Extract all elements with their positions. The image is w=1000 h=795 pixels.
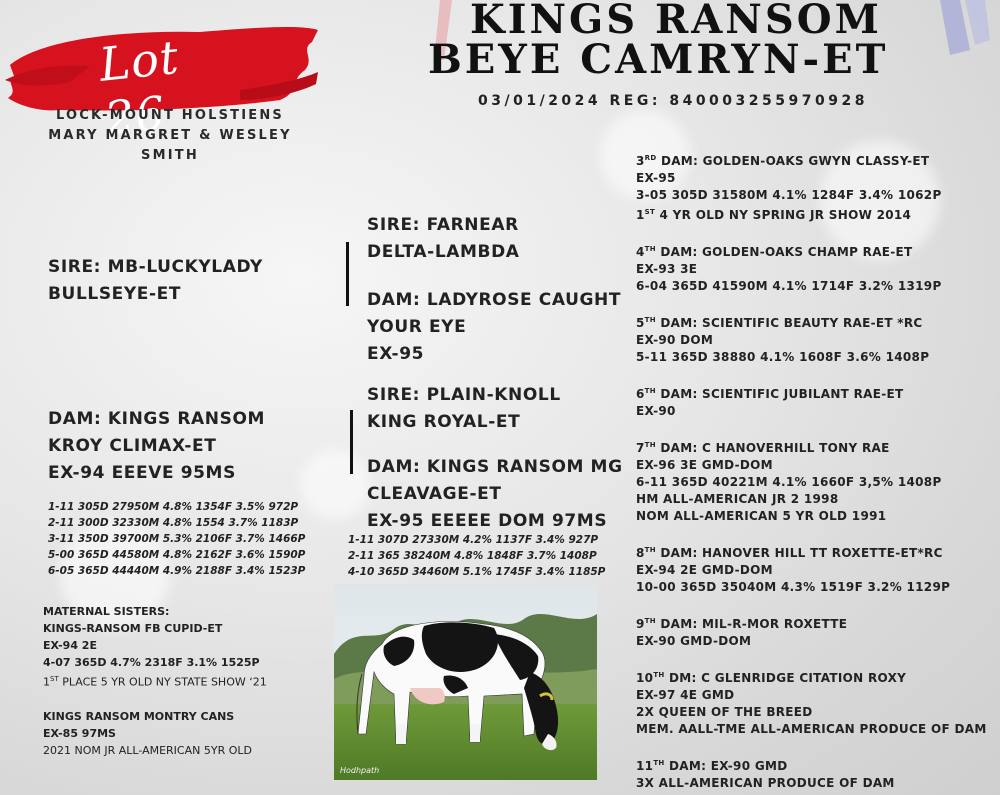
sire-sire-name: SIRE: FARNEAR bbox=[367, 215, 519, 235]
dam-sire-name: KING ROYAL-ET bbox=[367, 412, 521, 432]
birth-date-registration: 03/01/2024 REG: 840003255970928 bbox=[478, 93, 868, 109]
sire-dam-score: EX-95 bbox=[367, 344, 425, 364]
maternal-sisters bbox=[43, 603, 333, 759]
record-line: 6-05 365D 44440M 4.9% 2188F 3.4% 1523P bbox=[48, 565, 306, 577]
award-text: PLACE 5 YR OLD NY STATE SHOW ‘21 bbox=[58, 675, 267, 689]
maternal-heading: MATERNAL SISTERS: bbox=[43, 605, 170, 618]
sire-name: SIRE: MB-LUCKYLADY bbox=[48, 257, 263, 277]
sister-name: KINGS RANSOM MONTRY CANS bbox=[43, 709, 235, 723]
record-line: 3-11 350D 39700M 5.3% 2106F 3.7% 1466P bbox=[48, 533, 306, 545]
dam-entry-line: EX-90 DOM bbox=[636, 333, 714, 347]
sister-name: KINGS-RANSOM FB CUPID-ET bbox=[43, 622, 223, 635]
extended-pedigree bbox=[636, 150, 996, 792]
sire-sire-name: DELTA-LAMBDA bbox=[367, 242, 520, 262]
record-line: 4-10 365D 34460M 5.1% 1745F 3.4% 1185P bbox=[348, 566, 606, 578]
dam-entry-line: NOM ALL-AMERICAN 5 YR OLD 1991 bbox=[636, 509, 887, 523]
dam-entry bbox=[636, 241, 996, 295]
dam-entry-line: 6-04 365D 41590M 4.1% 1714F 3.2% 1319P bbox=[636, 279, 942, 293]
sister-score: EX-94 2E bbox=[43, 639, 97, 652]
record-line: 1-11 307D 27330M 4.2% 1137F 3.4% 927P bbox=[348, 534, 599, 546]
dam-sire-name: SIRE: PLAIN-KNOLL bbox=[367, 385, 561, 405]
dam-entry bbox=[636, 383, 996, 420]
dam-name: KROY CLIMAX-ET bbox=[48, 436, 217, 456]
lot-number: Lot 26 bbox=[96, 29, 182, 146]
dam-entry-line: EX-94 2E GMD-DOM bbox=[636, 563, 773, 577]
pedigree-bracket bbox=[350, 410, 353, 474]
award-ordinal-suffix: ST bbox=[50, 675, 59, 683]
title-line-1: KINGS RANSOM bbox=[470, 0, 882, 43]
owner-line: LOCK-MOUNT HOLSTIENS bbox=[56, 108, 284, 123]
dam-entry-name: 10TH DM: C GLENRIDGE CITATION ROXY bbox=[636, 671, 907, 685]
dam-entry-line: 5-11 365D 38880 4.1% 1608F 3.6% 1408P bbox=[636, 350, 930, 364]
animal-name bbox=[428, 0, 948, 83]
dam-entry-line: HM ALL-AMERICAN JR 2 1998 bbox=[636, 492, 839, 506]
dam-entry-name: 3RD DAM: GOLDEN-OAKS GWYN CLASSY-ET bbox=[636, 154, 930, 168]
dam-entry bbox=[636, 150, 996, 224]
dam-records bbox=[48, 499, 305, 579]
sister-award bbox=[43, 671, 333, 691]
award-ordinal: 1 bbox=[43, 675, 50, 689]
title-line-2: BEYE CAMRYN-ET bbox=[428, 36, 889, 83]
dam-pedigree bbox=[367, 382, 623, 535]
dam-entry-line: 6-11 365D 40221M 4.1% 1660F 3,5% 1408P bbox=[636, 475, 942, 489]
dam-entry-line: EX-97 4E GMD bbox=[636, 688, 735, 702]
record-line: 2-11 300D 32330M 4.8% 1554 3.7% 1183P bbox=[48, 517, 299, 529]
dam-entry-name: 9TH DAM: MIL-R-MOR ROXETTE bbox=[636, 617, 848, 631]
sire-block bbox=[48, 254, 263, 308]
dam-entry-line: EX-93 3E bbox=[636, 262, 698, 276]
dam-entry bbox=[636, 542, 996, 596]
dam-entry-line: EX-95 bbox=[636, 171, 676, 185]
dam-entry-line: 3X ALL-AMERICAN PRODUCE OF DAM bbox=[636, 776, 895, 790]
owner-line: SMITH bbox=[141, 148, 199, 163]
dam-entry-line: 3-05 305D 31580M 4.1% 1284F 3.4% 1062P bbox=[636, 188, 942, 202]
record-line: 2-11 365 38240M 4.8% 1848F 3.7% 1408P bbox=[348, 550, 597, 562]
sire-dam-name: DAM: LADYROSE CAUGHT bbox=[367, 290, 622, 310]
dam-entry-line: MEM. AALL-TME ALL-AMERICAN PRODUCE OF DAM bbox=[636, 722, 987, 736]
sire-dam-name: YOUR EYE bbox=[367, 317, 467, 337]
record-line: 5-00 365D 44580M 4.8% 2162F 3.6% 1590P bbox=[48, 549, 306, 561]
dam-entry-name: 6TH DAM: SCIENTIFIC JUBILANT RAE-ET bbox=[636, 387, 904, 401]
dam-entry bbox=[636, 755, 996, 792]
photo-watermark: Hodhpath bbox=[340, 766, 380, 775]
dam-entry-line: 1ST 4 YR OLD NY SPRING JR SHOW 2014 bbox=[636, 208, 912, 222]
dam-entry-name: 7TH DAM: C HANOVERHILL TONY RAE bbox=[636, 441, 890, 455]
dam-entry-name: 11TH DAM: EX-90 GMD bbox=[636, 759, 788, 773]
dam-entry-line: 2X QUEEN OF THE BREED bbox=[636, 705, 813, 719]
dam-entry-line: 10-00 365D 35040M 4.3% 1519F 3.2% 1129P bbox=[636, 580, 951, 594]
dam-dam-score: EX-95 EEEEE DOM 97MS bbox=[367, 511, 608, 531]
record-line: 1-11 305D 27950M 4.8% 1354F 3.5% 972P bbox=[48, 501, 299, 513]
dam-entry-line: EX-90 GMD-DOM bbox=[636, 634, 752, 648]
sister-award: 2021 NOM JR ALL-AMERICAN 5YR OLD bbox=[43, 743, 252, 757]
dam-block bbox=[48, 406, 265, 487]
dam-entry-name: 4TH DAM: GOLDEN-OAKS CHAMP RAE-ET bbox=[636, 245, 913, 259]
dam-entry bbox=[636, 437, 996, 525]
dam-entry-line: EX-96 3E GMD-DOM bbox=[636, 458, 773, 472]
dam-entry bbox=[636, 667, 996, 738]
dam-entry-line: EX-90 bbox=[636, 404, 676, 418]
sister-record: 4-07 365D 4.7% 2318F 3.1% 1525P bbox=[43, 656, 260, 669]
dam-entry bbox=[636, 613, 996, 650]
bokeh-light bbox=[300, 450, 370, 520]
dam-name: DAM: KINGS RANSOM bbox=[48, 409, 266, 429]
dam-entry bbox=[636, 312, 996, 366]
cow-photo bbox=[334, 584, 597, 780]
cow-illustration bbox=[334, 584, 597, 780]
sire-name: BULLSEYE-ET bbox=[48, 284, 182, 304]
owner-info bbox=[40, 106, 300, 166]
dam-dam-name: CLEAVAGE-ET bbox=[367, 484, 502, 504]
dam-dam-name: DAM: KINGS RANSOM MG bbox=[367, 457, 623, 477]
pedigree-bracket bbox=[346, 242, 349, 306]
sire-pedigree bbox=[367, 212, 621, 368]
dam-dam-records bbox=[348, 532, 605, 580]
dam-entry-name: 8TH DAM: HANOVER HILL TT ROXETTE-ET*RC bbox=[636, 546, 943, 560]
sister-score: EX-85 97MS bbox=[43, 726, 116, 740]
dam-entry-name: 5TH DAM: SCIENTIFIC BEAUTY RAE-ET *RC bbox=[636, 316, 923, 330]
owner-line: MARY MARGRET & WESLEY bbox=[48, 128, 292, 143]
dam-score: EX-94 EEEVE 95MS bbox=[48, 463, 236, 483]
